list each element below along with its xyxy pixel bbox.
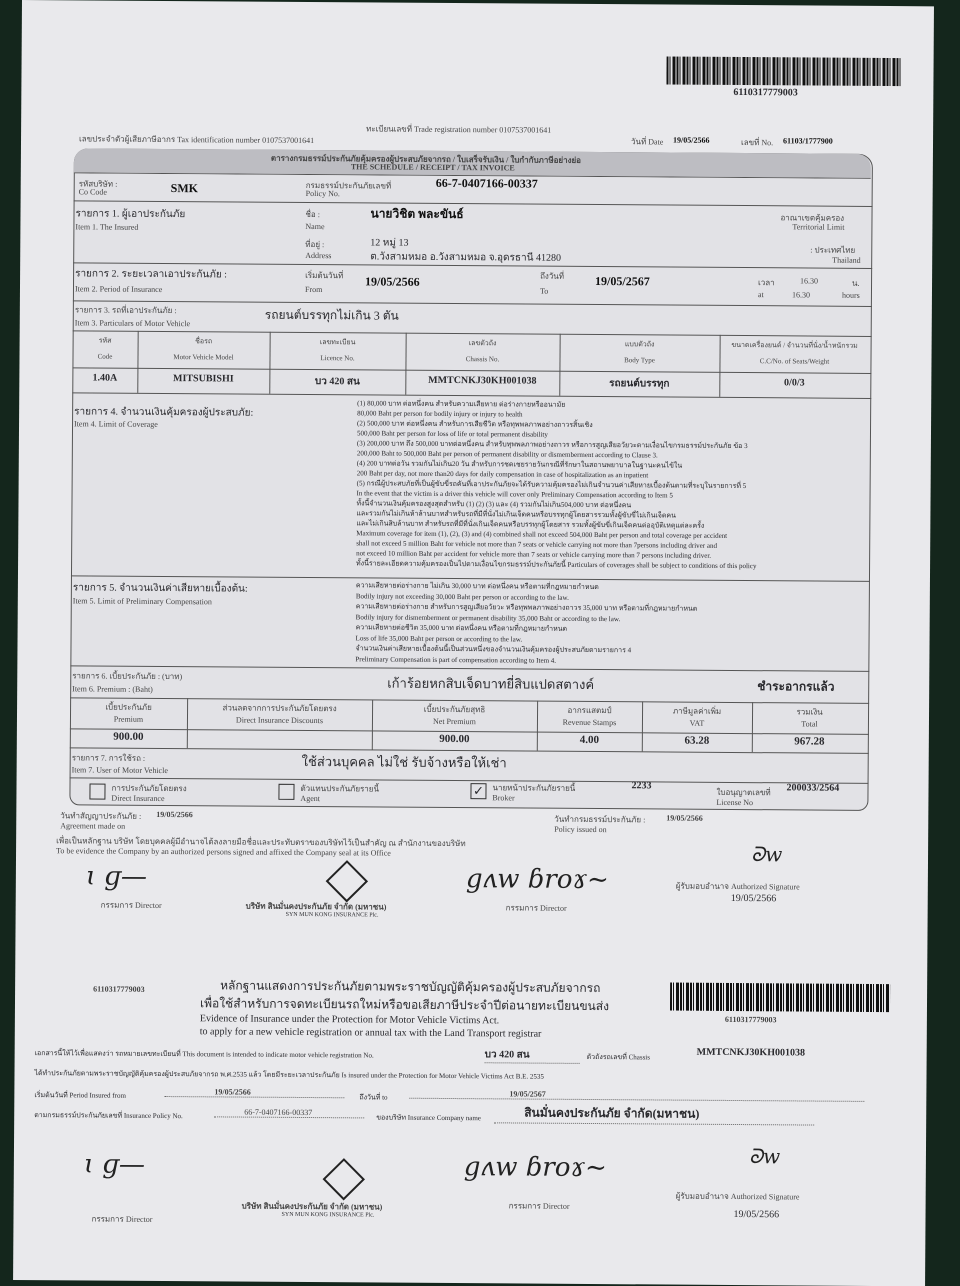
from-label-th: เริ่มต้นวันที่: [305, 270, 344, 281]
vehicle-class: รถยนต์บรรทุกไม่เกิน 3 ตัน: [264, 307, 399, 323]
no-label: เลขที่ No.: [740, 138, 774, 148]
cert-director-label-1: กรรมการ Director: [91, 1214, 153, 1224]
broker-checkbox-checked[interactable]: ✓: [470, 783, 486, 799]
vehicle-col-th: เลขทะเบียน: [319, 338, 356, 347]
premium-cell: 4.00: [579, 733, 600, 747]
to-label-th: ถึงวันที่: [540, 271, 565, 281]
preliminary-line: ความเสียหายต่อร่างกาย สำหรับการสูญเสียอวัยวะ หรือทุพพลภาพอย่างถาวร 35,000 บาท หรือตามที่กฎหมายกำหนด: [355, 602, 698, 613]
territorial-en: Territorial Limit: [792, 222, 845, 232]
license-label-en: License No: [716, 797, 754, 808]
doc-number: 61103/1777900: [783, 136, 833, 146]
cert-authorized-signature: ᘐw: [748, 1144, 781, 1169]
coverage-line: not exceed 10 million Baht per accident for vehicle more than 7 seats or vehicle carrying more than 7 persons including driver.: [356, 549, 712, 560]
address-line2: ต.วังสามหมอ อ.วังสามหมอ จ.อุดรธานี 41280: [370, 251, 562, 264]
from-label-en: From: [304, 284, 323, 295]
cert-number-left: 6110317779003: [93, 984, 145, 994]
address-line1: 12 หมู่ 13: [370, 237, 409, 249]
evidence-en: To be evidence the Company by an authorized persons signed and affixed the Company seal at its Office: [56, 846, 391, 858]
agent-checkbox[interactable]: [278, 784, 294, 800]
coverage-line: และรวมกันไม่เกินห้าล้านบาทสำหรับรถที่มีที่นั่งไม่เกินเจ็ดคนหรือบรรทุกผู้โดยสารรวมทั้งผู้ขับขี่ไม่เกินเจ็ดคน: [356, 509, 676, 520]
cert-policy-label: ตามกรมธรรม์ประกันภัยเลขที่ Insurance Policy No.: [34, 1111, 183, 1121]
premium-col-th: เบี้ยประกันภัยสุทธิ: [423, 704, 486, 715]
director-signature-2: gʌw ɓroɤ~: [465, 864, 610, 896]
barcode-number: 6110317779003: [733, 86, 798, 99]
cert-director-label-2: กรรมการ Director: [508, 1201, 570, 1211]
item4-label-en: Item 4. Limit of Coverage: [74, 419, 158, 429]
title-en: THE SCHEDULE / RECEIPT / TAX INVOICE: [350, 162, 515, 173]
preliminary-line: Bodily injury for dismemberment or permanent disability 35,000 Baht or according to the law.: [355, 612, 621, 623]
coverage-line: (4) 200 บาทต่อวัน รวมกันไม่เกิน20 วัน สำหรับการชดเชยรายวันกรณีที่รักษาในสถานพยาบาลในฐานะคนไข้ใน: [356, 459, 683, 470]
cert-to: 19/05/2567: [409, 1089, 864, 1102]
premium-col-en: Revenue Stamps: [562, 717, 617, 728]
coverage-line: (3) 200,000 บาท ถึง 500,000 บาทต่อหนึ่งคน สำหรับทุพพลภาพอย่างถาวร หรือการสูญเสียอวัยวะตามเงื่อนไขกรมธรรม์ประกันภัย ข้อ 3: [356, 439, 748, 451]
cert-from-label: เริ่มต้นวันที่ Period Insured from: [34, 1091, 126, 1100]
coverage-line: ทั้งนี้จำนวนเงินคุ้มครองสูงสุดสำหรับ (1) (2) (3) และ (4) รวมกันไม่เกิน504,000 บาท ต่อหนึ่งคน: [356, 499, 632, 510]
cert-company-en: SYN MUN KONG INSURANCE Plc.: [281, 1211, 375, 1219]
premium-cell: 967.28: [794, 735, 825, 748]
direct-label-en: Direct Insurance: [111, 793, 165, 804]
vehicle-col-en: Code: [97, 352, 113, 361]
cert-company-th: บริษัท สินมั่นคงประกันภัย จำกัด (มหาชน): [241, 1201, 383, 1212]
premium-col-en: Direct Insurance Discounts: [235, 715, 324, 726]
item2-label-en: Item 2. Period of Insurance: [74, 284, 163, 294]
item6-label-th: รายการ 6. เบี้ยประกันภัย : (บาท): [72, 671, 183, 682]
cert-title-4: to apply for a new vehicle registration or annual tax with the Land Transport registrar: [199, 1026, 542, 1040]
direct-label-th: การประกันภัยโดยตรง: [111, 783, 187, 794]
cert-number-right: 6110317779003: [724, 1014, 777, 1025]
unit-th: น.: [852, 278, 860, 288]
coverage-line: ทั้งนี้รายละเอียดความคุ้มครองเป็นไปตามเงื่อนไขกรมธรรม์ประกันภัยนี้ Particulars of coverages shall be subject to conditions of this policy: [356, 559, 757, 571]
preliminary-line: Loss of life 35,000 Baht per person or according to the law.: [355, 633, 523, 644]
license-number: 200033/2564: [786, 782, 840, 794]
preliminary-line: Preliminary Compensation is part of compensation according to Item 4.: [355, 654, 557, 665]
company-logo: [326, 860, 368, 902]
premium-col-th: ส่วนลดจากการประกันภัยโดยตรง: [222, 703, 337, 714]
title-th: ตารางกรมธรรม์ประกันภัยคุ้มครองผู้ประสบภัยจากรถ / ใบเสร็จรับเงิน / ใบกำกับภาษีอย่างย่อ: [270, 153, 582, 165]
name-label-th: ชื่อ :: [305, 209, 321, 220]
vehicle-col-th: แบบตัวถัง: [624, 340, 655, 349]
country-en: Thailand: [832, 255, 861, 265]
period-to: 19/05/2567: [595, 274, 650, 289]
coverage-line: (1) 80,000 บาท ต่อหนึ่งคน สำหรับความเสียหาย ต่อร่างกายหรืออนามัย: [357, 399, 566, 409]
policy-en: Policy No.: [305, 188, 340, 199]
premium-col-th: เบี้ยประกันภัย: [105, 702, 152, 712]
agreement-label-en: Agreement made on: [60, 821, 126, 831]
item4-label-th: รายการ 4. จำนวนเงินคุ้มครองผู้ประสบภัย:: [74, 406, 254, 419]
vehicle-col-th: เลขตัวถัง: [468, 339, 497, 348]
vehicle-cell: MMTCNKJ30KH001038: [428, 374, 537, 387]
cert-title-2: เพื่อใช้สำหรับการจดทะเบียนรถใหม่หรือขอเสียภาษีประจำปีต่อนายทะเบียนขนส่ง: [199, 996, 610, 1014]
coverage-line: 80,000 Baht per person for bodily injury or injury to health: [357, 409, 523, 419]
cert-director-signature-1: ɩ ɡ—: [83, 1149, 146, 1180]
stamp-duty-paid: ชำระอากรแล้ว: [757, 679, 835, 694]
tax-id: เลขประจำตัวผู้เสียภาษีอากร Tax identification number 0107537001641: [79, 134, 315, 146]
director-signature-1: ɩ ɡ—: [85, 861, 148, 892]
coverage-line: (2) 500,000 บาท ต่อหนึ่งคน สำหรับการเสียชีวิต หรือทุพพลภาพอย่างถาวรสิ้นเชิง: [357, 419, 593, 429]
vehicle-cell: บว 420 สน: [314, 376, 360, 388]
unit-en: hours: [841, 290, 860, 300]
cert-title-1: หลักฐานแสดงการประกันภัยตามพระราชบัญญัติคุ้มครองผู้ประสบภัยจากรถ: [220, 978, 601, 996]
premium-col-th: ภาษีมูลค่าเพิ่ม: [672, 706, 722, 716]
issued-date: 19/05/2566: [666, 813, 703, 823]
cert-barcode: [670, 983, 890, 1013]
premium-col-th: อากรแสตมป์: [567, 705, 612, 716]
vehicle-col-en: Motor Vehicle Model: [173, 353, 234, 362]
issued-label-en: Policy issued on: [554, 824, 607, 835]
coverage-line: และไม่เกินสิบล้านบาท สำหรับรถที่มีที่นั่งเกินเจ็ดคนหรือบรรทุกผู้โดยสาร รวมทั้งผู้ขับขี่เกินเจ็ดคนต่ออุบัติเหตุแต่ละครั้ง: [356, 519, 705, 530]
name-label-en: Name: [305, 221, 325, 232]
cert-to-label: ถึงวันที่ to: [359, 1093, 388, 1102]
item1-label-en: Item 1. The Insured: [75, 222, 139, 232]
period-from: 19/05/2566: [364, 274, 420, 289]
co-code-en: Co Code: [78, 187, 107, 197]
authorized-label: ผู้รับมอบอำนาจ Authorized Signature: [675, 881, 800, 892]
coverage-line: 200,000 Baht to 500,000 Baht per person of permanent disability or dismemberment according to Clause 3.: [356, 449, 658, 460]
broker-label-th: นายหน้าประกันภัยรายนี้: [492, 783, 576, 793]
broker-code: 2233: [631, 780, 652, 792]
cert-from: 19/05/2566: [164, 1087, 344, 1098]
authorized-date: 19/05/2566: [730, 892, 777, 905]
country-th: : ประเทศไทย: [810, 245, 856, 255]
director-label-2: กรรมการ Director: [505, 903, 567, 913]
license-label-th: ใบอนุญาตเลขที่: [716, 787, 771, 798]
vehicle-cell: รถยนต์บรรทุก: [609, 378, 670, 390]
registration-number: บว 420 สน: [485, 1047, 580, 1064]
item5-label-th: รายการ 5. จำนวนเงินค่าเสียหายเบื้องต้น:: [72, 582, 248, 595]
issued-label-th: วันทำกรมธรรม์ประกันภัย :: [554, 814, 646, 825]
item7-label-th: รายการ 7. การใช้รถ :: [71, 753, 146, 763]
coverage-line: 500,000 Baht per person for loss of life or total permanent disability: [356, 429, 548, 439]
territorial-th: อาณาเขตคุ้มครอง: [780, 213, 845, 223]
vehicle-cell: 0/0/3: [784, 377, 805, 389]
barcode: [666, 57, 901, 87]
coverage-line: In the event that the victim is a driver this vehicle will cover only Preliminary Compensation according to Item 5: [356, 489, 673, 500]
cert-director-signature-2: gʌw ɓroɤ~: [463, 1152, 607, 1184]
preliminary-line: Bodily injury not exceeding 30,000 Baht per person or according to the law.: [355, 591, 569, 602]
cert-policy: 66-7-0407166-00337: [214, 1107, 364, 1118]
item7-label-en: Item 7. User of Motor Vehicle: [71, 765, 168, 776]
vehicle-cell: 1.40A: [92, 372, 118, 384]
cert-company-label: ของบริษัท Insurance Company name: [376, 1113, 481, 1123]
coverage-line: shall not exceed 5 million Baht for vehicle not more than 7 seats or vehicle carrying not more than 7persons including driver and: [356, 539, 718, 550]
vehicle-col-th: รหัส: [98, 336, 112, 345]
addr-label-th: ที่อยู่ :: [305, 239, 325, 250]
to-label-en: To: [539, 286, 549, 296]
header-date: 19/05/2566: [673, 135, 710, 145]
time-label-th: เวลา: [758, 278, 775, 288]
coverage-text: [356, 398, 758, 571]
time-label-en: at: [757, 290, 764, 300]
vehicle-col-en: C.C/No. of Seats/Weight: [759, 357, 830, 366]
item1-label-th: รายการ 1. ผู้เอาประกันภัย: [75, 208, 186, 221]
chassis-label: ตัวถังรถเลขที่ Chassis: [586, 1052, 651, 1062]
authorized-signature: ᘐw: [750, 842, 783, 867]
vehicle-col-th: ขนาดเครื่องยนต์ / จำนวนที่นั่ง/น้ำหนักรวม: [731, 340, 858, 350]
preliminary-line: ความเสียหายต่อชีวิต 35,000 บาท ต่อหนึ่งคน หรือตามที่กฎหมายกำหนด: [355, 623, 568, 633]
item2-label-th: รายการ 2. ระยะเวลาเอาประกันภัย :: [75, 268, 228, 281]
broker-label-en: Broker: [492, 793, 515, 803]
vehicle-use: ใช้ส่วนบุคคล ไม่ใช่ รับจ้างหรือให้เช่า: [301, 753, 507, 771]
cert-authorized-date: 19/05/2566: [733, 1208, 780, 1221]
time-value: 16.30: [800, 276, 819, 286]
cert-authorized-label: ผู้รับมอบอำนาจ Authorized Signature: [675, 1191, 800, 1202]
premium-col-en: Net Premium: [432, 716, 476, 727]
vehicle-col-en: Chassis No.: [465, 355, 500, 364]
coverage-line: Maximum coverage for item (1), (2), (3) and (4) combined shall not exceed 504,000 Baht per person and total coverage per accident: [356, 529, 728, 540]
insured-text: ได้ทำประกันภัยตามพระราชบัญญัติคุ้มครองผู้ประสบภัยจากรถ พ.ศ.2535 แล้ว โดยมีระยะเวลาประกันภัย Is insured under the Protection for Motor Vehicle Victims Act B.E. 2535: [34, 1069, 544, 1081]
premium-cell: 63.28: [684, 734, 710, 747]
agent-label-th: ตัวแทนประกันภัยรายนี้: [300, 783, 380, 794]
item3-label-th: รายการ 3. รถที่เอาประกันภัย :: [74, 305, 177, 316]
preliminary-text: [355, 580, 697, 666]
co-code-value: SMK: [170, 181, 199, 196]
chassis-number: MMTCNKJ30KH001038: [696, 1046, 806, 1059]
company-name-th: บริษัท สินมั่นคงประกันภัย จำกัด (มหาชน): [245, 901, 387, 912]
cert-company: สินมั่นคงประกันภัย จำกัด(มหาชน): [494, 1103, 814, 1125]
premium-col-en: Total: [801, 719, 818, 729]
reg-label: เอกสารนี้ให้ไว้เพื่อแสดงว่า รถหมายเลขทะเบียนที่ This document is intended to indicate motor vehicle registration No.: [34, 1049, 374, 1060]
preliminary-line: ความเสียหายต่อร่างกาย ไม่เกิน 30,000 บาท ต่อหนึ่งคน หรือตามที่กฎหมายกำหนด: [355, 581, 599, 592]
item3-label-en: Item 3. Particulars of Motor Vehicle: [74, 318, 191, 329]
cert-company-logo: [323, 1158, 365, 1200]
item6-label-en: Item 6. Premium : (Baht): [72, 684, 153, 694]
cert-title-3: Evidence of Insurance under the Protection for Motor Vehicle Victims Act.: [199, 1013, 500, 1027]
vehicle-cell: MITSUBISHI: [173, 373, 234, 385]
insurance-document: [13, 0, 934, 1286]
time-value-en: 16.30: [791, 290, 810, 300]
agreement-date: 19/05/2566: [156, 809, 193, 820]
co-code-th: รหัสบริษัท :: [78, 179, 118, 189]
direct-insurance-checkbox[interactable]: [89, 783, 105, 799]
premium-cell: 900.00: [439, 732, 470, 746]
premium-col-en: Premium: [113, 714, 144, 724]
premium-in-words: เก้าร้อยหกสิบเจ็ดบาทยี่สิบแปดสตางค์: [387, 675, 595, 693]
vehicle-col-en: Licence No.: [320, 354, 355, 363]
agreement-label-th: วันทำสัญญาประกันภัย :: [60, 811, 142, 821]
vehicle-col-en: Body Type: [624, 356, 655, 365]
vehicle-col-th: ชื่อรถ: [195, 337, 213, 346]
item5-label-en: Item 5. Limit of Preliminary Compensation: [72, 596, 212, 607]
premium-col-th: รวมเงิน: [796, 707, 823, 717]
addr-label-en: Address: [305, 250, 332, 261]
policy-number: 66-7-0407166-00337: [435, 175, 538, 191]
preliminary-line: จำนวนเงินค่าเสียหายเบื้องต้นนี้เป็นส่วนหนึ่งของจำนวนเงินคุ้มครองผู้ประสบภัยตามรายการ 4: [355, 644, 632, 655]
date-label: วันที่ Date: [630, 137, 664, 147]
director-label-1: กรรมการ Director: [100, 900, 162, 910]
evidence-th: เพื่อเป็นหลักฐาน บริษัท โดยบุคคลผู้มีอำนาจได้ลงลายมือชื่อและประทับตราของบริษัทไว้เป็นสำคัญ ณ สำนักงานของบริษัท: [56, 836, 466, 849]
premium-col-en: VAT: [689, 718, 705, 728]
coverage-line: 200 Baht per day, not more than20 days for daily compensation in case of hospitalization as an inpatient: [356, 469, 649, 480]
agent-label-en: Agent: [300, 793, 321, 804]
premium-cell: 900.00: [113, 730, 144, 743]
trade-reg: ทะเบียนเลขที่ Trade registration number 0107537001641: [366, 124, 552, 135]
company-name-en: SYN MUN KONG INSURANCE Plc.: [285, 911, 379, 919]
coverage-line: (5) กรณีผู้ประสบภัยที่เป็นผู้ขับขี่รถคันที่เอาประกันภัยจะได้รับความคุ้มครองไม่เกินจำนวนค่าเสียหายเบื้องต้นตามที่ระบุในรายการที่ 5: [356, 479, 747, 491]
insured-name: นายวิชิต พละขันธ์: [370, 206, 464, 222]
policy-th: กรมธรรม์ประกันภัยเลขที่: [305, 180, 392, 191]
